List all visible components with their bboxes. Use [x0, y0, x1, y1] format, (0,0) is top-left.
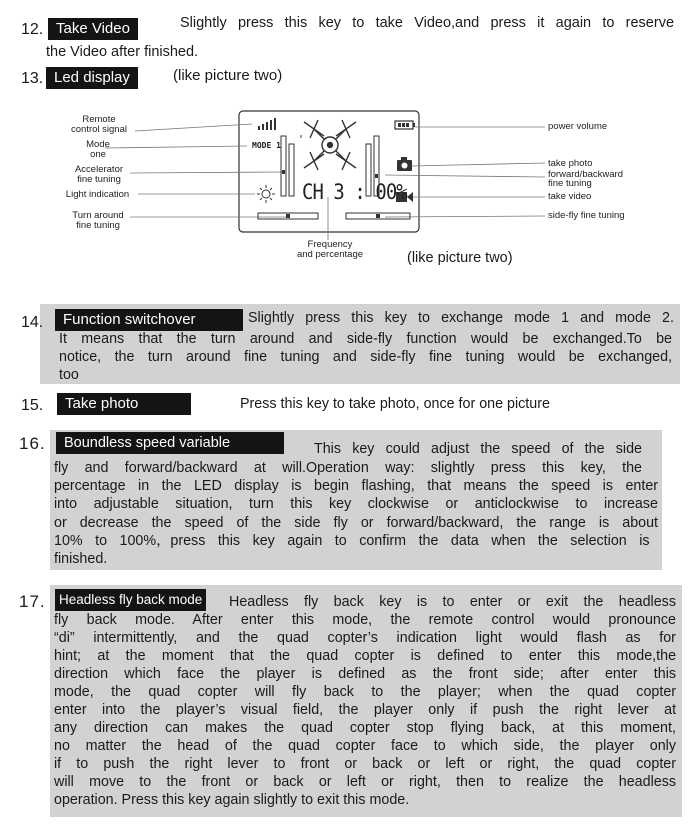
- item-16-text-line6: 10% to 100%，press this key again to confirm the data when the selection is: [54, 533, 650, 549]
- item-17-text-line11: will move to the front or back or left or right, then to realize the headless: [54, 774, 677, 790]
- led-diagram: [0, 100, 700, 275]
- function-switchover-label: Function switchover: [55, 309, 243, 331]
- remote-signal-label-line2: control signal: [71, 124, 127, 135]
- light-indication-icon: [257, 185, 275, 203]
- leader-accelerator: [130, 172, 283, 173]
- item-13-note: (like picture two): [173, 67, 283, 84]
- boundless-speed-variable-label: Boundless speed variable: [56, 432, 284, 454]
- item-13-number: 13.: [21, 70, 44, 87]
- item-12-text-line2: the Video after finished.: [46, 44, 199, 60]
- turn-around-label-line2: fine tuning: [76, 220, 120, 231]
- diagram-note: (like picture two): [407, 250, 513, 266]
- item-16-text-line7: finished.: [54, 551, 108, 567]
- accelerator-label-line2: fine tuning: [77, 174, 121, 185]
- forward-backward-label-line1: forward/backward: [548, 169, 623, 180]
- item-17-text-line4: hint; at the moment that the quad copter is defined to enter this mode,the: [54, 648, 677, 664]
- item-16-text-line4: into adjustable situation, turn this key clockwise or anticlockwise to increase: [54, 496, 658, 512]
- item-16-number: 16.: [19, 434, 46, 453]
- item-17-text-line3: “di” intermittently, and the quad copter’s indication light would flash as for: [54, 630, 676, 646]
- item-16-text-line1: This key could adjust the speed of the side: [314, 441, 642, 457]
- take-photo-diagram-label: take photo: [548, 158, 593, 169]
- accelerator-bar: [281, 136, 286, 196]
- item-17-text-line1: Headless fly back key is to enter or exit the headless: [229, 594, 676, 610]
- item-17-number: 17.: [19, 592, 46, 611]
- accelerator-bar-inner: [289, 144, 294, 196]
- led-display-label: Led display: [46, 67, 138, 89]
- leader-photo: [412, 163, 545, 166]
- item-17-text-line10: if to push the right lever to front or back or left or right, the quad copter: [54, 756, 677, 772]
- leader-remote: [135, 124, 252, 131]
- item-17-text-line12: operation. Press this key again slightly to exit this mode.: [54, 792, 410, 808]
- item-14-text-line4: too: [59, 367, 79, 383]
- item-16-text-line3: percentage in the LED display is begin flashing, that means the speed is enter: [54, 478, 659, 494]
- signal-icon: [258, 118, 276, 130]
- frequency-label-line2: and percentage: [296, 249, 364, 260]
- take-video-label: Take Video: [48, 18, 138, 40]
- item-12-number: 12.: [21, 21, 44, 38]
- item-17-text-line7: enter into the player’s visual field, the player only if push the right lever at: [54, 702, 677, 718]
- frequency-percentage-label: [285, 240, 375, 260]
- item-14-text-line2: It means that the turn around and side-fly function would be exchanged.To be: [59, 331, 672, 347]
- take-photo-label: Take photo: [57, 393, 191, 415]
- item-16-text-line5: or decrease the speed of the side fly or forward/backward, the range is about: [54, 515, 659, 531]
- camera-icon: [397, 157, 412, 171]
- item-16-text-line2: fly and forward/backward at will.Operation way: slightly press this key, the: [54, 460, 642, 476]
- item-14-number: 14.: [21, 314, 44, 331]
- item-15-number: 15.: [21, 397, 44, 414]
- item-17-text-line8: any direction can makes the quad copter stop flying back, at this moment,: [54, 720, 676, 736]
- turn-around-fine-tuning-label: [60, 211, 136, 231]
- remote-signal-label: [60, 115, 138, 135]
- leader-mode: [105, 146, 247, 148]
- accelerator-label-line1: Accelerator: [74, 164, 124, 175]
- item-17-text-line5: direction which face the player is defined as the front side; after enter this: [54, 666, 677, 682]
- mode-one-label: [70, 140, 126, 160]
- side-fly-fine-tuning-label: side-fly fine tuning: [548, 210, 625, 221]
- headless-fly-back-mode-label: Headless fly back mode: [55, 589, 206, 611]
- screen-channel-text: CH 3 : 00%: [302, 180, 407, 204]
- leader-side: [385, 216, 545, 217]
- mode-one-label-line2: one: [90, 149, 106, 160]
- take-video-diagram-label: take video: [548, 191, 592, 202]
- light-indication-label-text: Light indication: [65, 189, 130, 200]
- item-17-text-line9: no matter the head of the quad copter face to which side, the player only: [54, 738, 677, 754]
- item-17-text-line6: mode, the quad copter will fly back to the player; when the quad copter: [54, 684, 677, 700]
- remote-signal-label-line1: Remote: [82, 114, 116, 125]
- light-indication-label: [55, 190, 140, 200]
- turn-around-label-line1: Turn around: [72, 210, 124, 221]
- frequency-label-line1: Frequency: [307, 239, 353, 250]
- quadcopter-icon: [304, 120, 356, 170]
- battery-icon: [395, 121, 415, 129]
- forward-backward-fine-tuning-label: [548, 170, 623, 188]
- power-volume-label: power volume: [548, 121, 608, 132]
- item-14-text-line3: notice, the turn around fine tuning and side-fly fine tuning would be exchanged,: [59, 349, 673, 365]
- item-15-text: Press this key to take photo, once for one picture: [240, 396, 550, 412]
- leader-forward: [385, 175, 545, 177]
- forward-backward-label-line2: fine tuning: [548, 178, 592, 189]
- item-12-text-line1: Slightly press this key to take Video,and press it again to reserve: [180, 15, 675, 31]
- screen-mode-text: MODE 1: [252, 141, 281, 150]
- mode-one-label-line1: Mode: [86, 139, 110, 150]
- item-17-text-line2: fly back mode. After enter this mode, the remote control would pronounce: [54, 612, 676, 628]
- item-14-text-line1: Slightly press this key to exchange mode 1 and mode 2.: [248, 310, 674, 326]
- accelerator-fine-tuning-label: [60, 165, 138, 185]
